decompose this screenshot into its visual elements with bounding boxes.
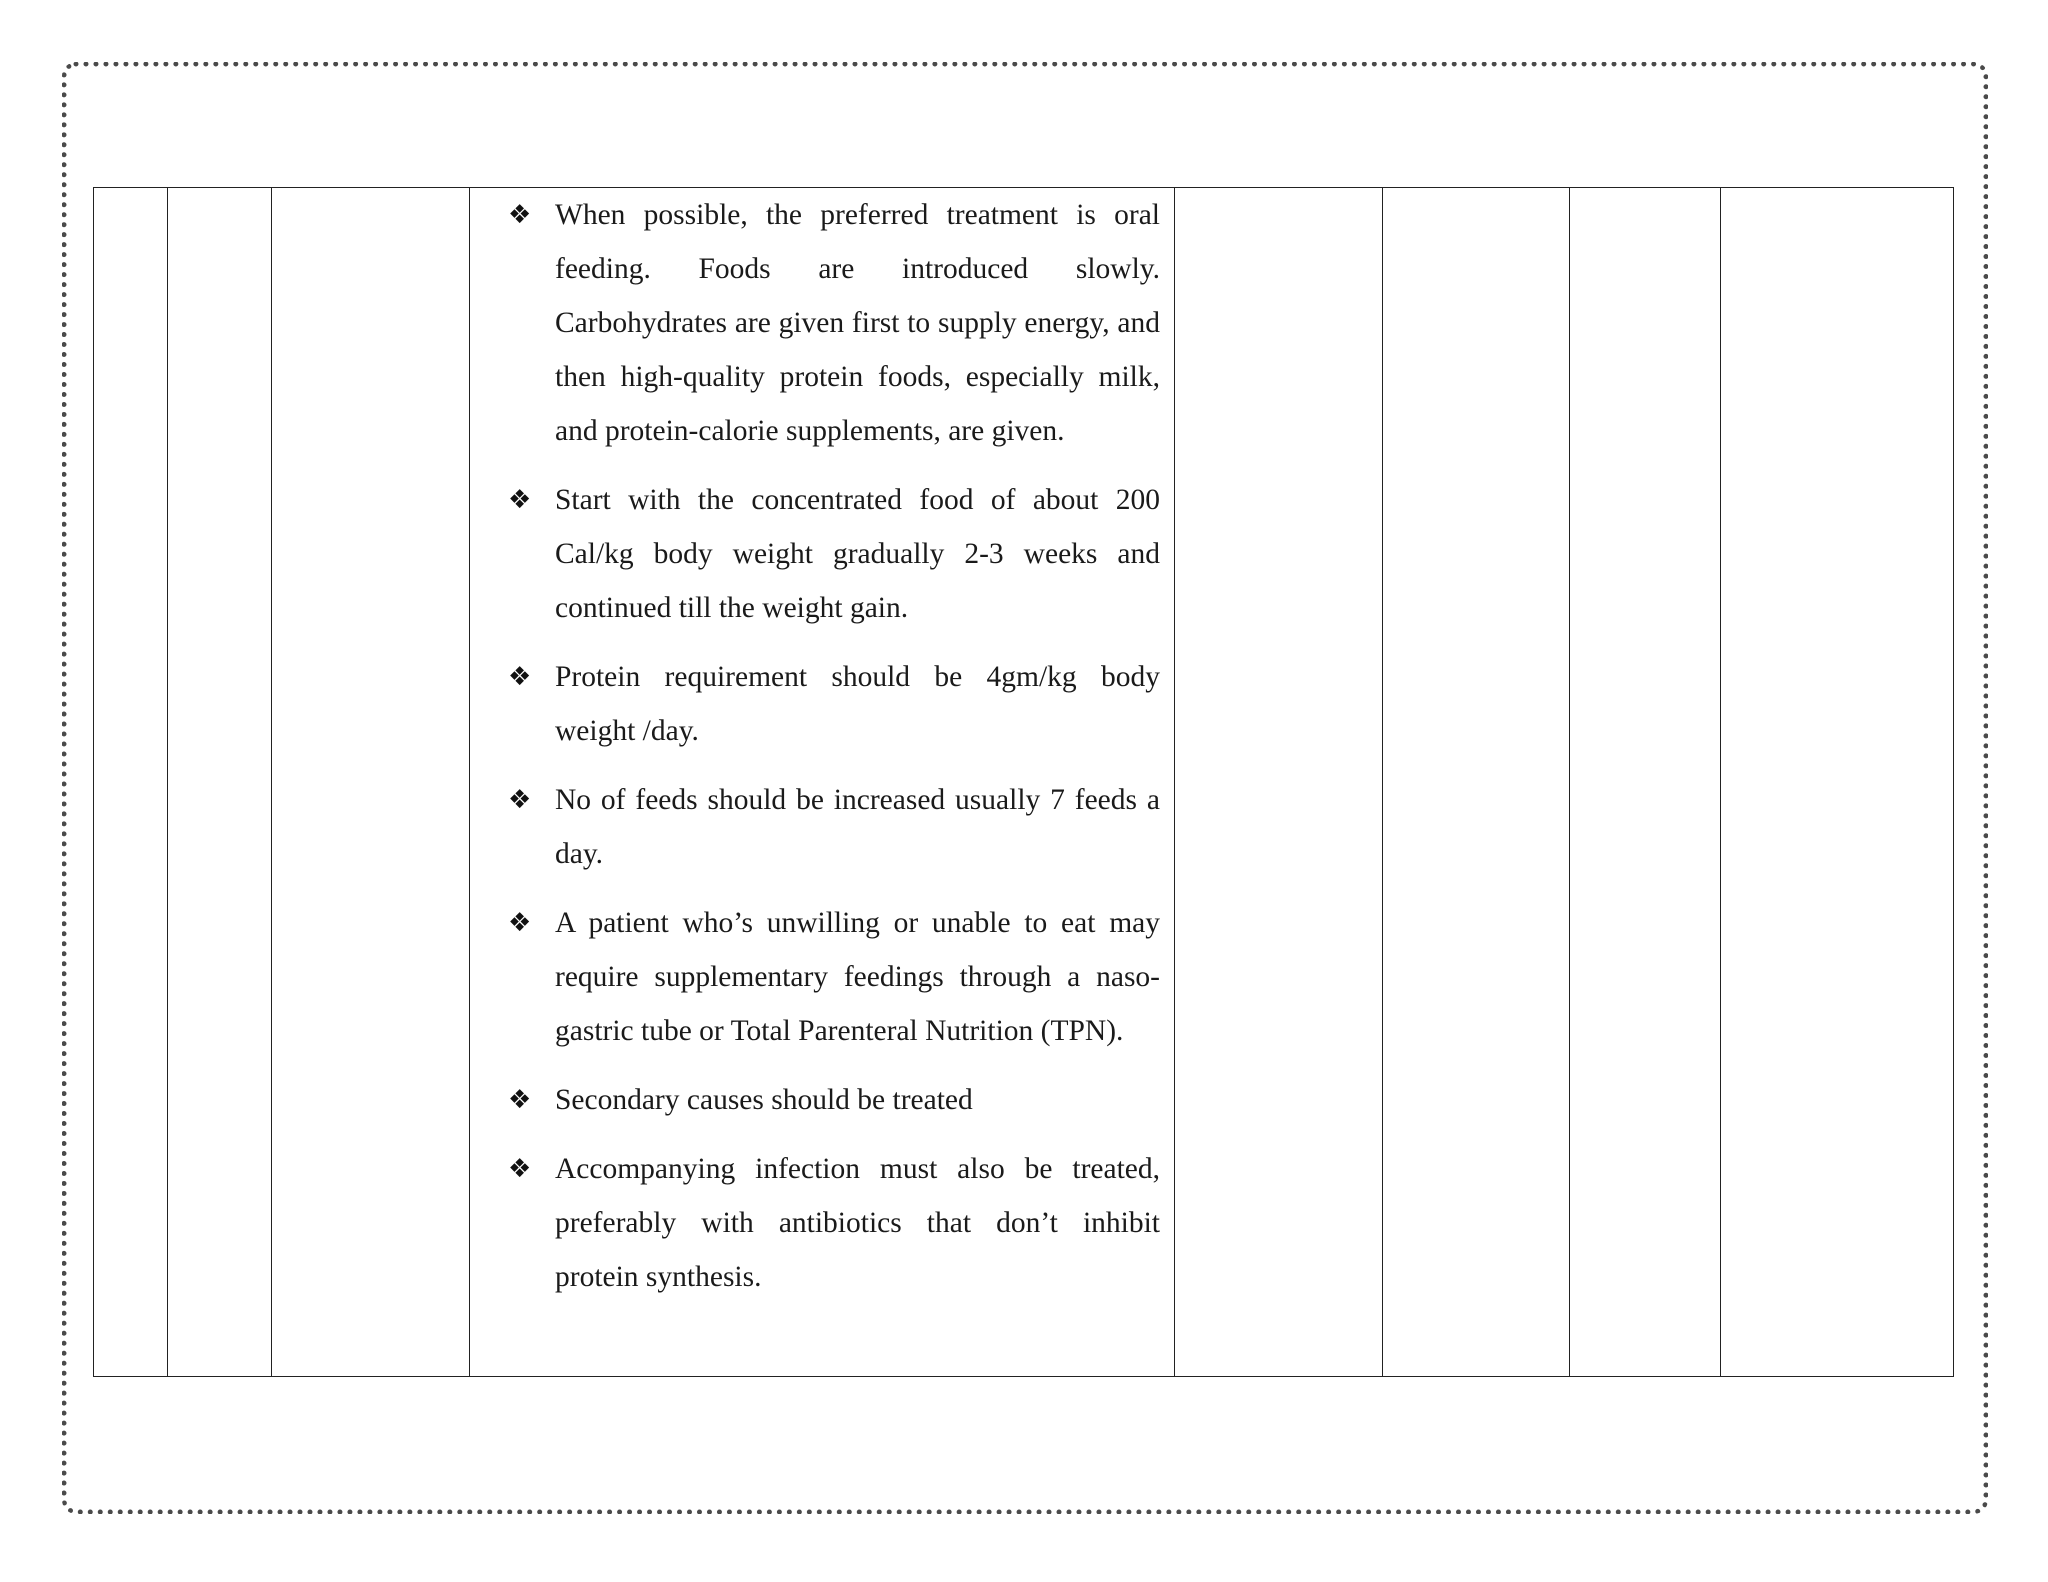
bullet-text: Protein requirement should be 4gm/kg body weight /day. bbox=[555, 661, 1160, 747]
list-item bbox=[470, 650, 1174, 758]
table-row bbox=[94, 188, 1954, 1377]
list-item bbox=[470, 1142, 1174, 1304]
diamond-bullet-icon: ❖ bbox=[508, 662, 532, 692]
table-cell-col-5 bbox=[1175, 188, 1383, 1377]
diamond-bullet-icon: ❖ bbox=[508, 200, 532, 230]
diamond-bullet-icon: ❖ bbox=[508, 785, 532, 815]
table-cell-col-3 bbox=[272, 188, 470, 1377]
list-item bbox=[470, 473, 1174, 635]
bullet-text: Start with the concentrated food of about 200 Cal/kg body weight gradually 2-3 weeks and continued till the weight gain. bbox=[555, 484, 1160, 624]
diamond-bullet-icon: ❖ bbox=[508, 1085, 532, 1115]
diamond-bullet-icon: ❖ bbox=[508, 908, 532, 938]
table-cell-col-2 bbox=[168, 188, 272, 1377]
content-table bbox=[93, 187, 1954, 1377]
table-cell-col-1 bbox=[94, 188, 168, 1377]
diamond-bullet-icon: ❖ bbox=[508, 485, 532, 515]
bullet-text: A patient who’s unwilling or unable to eat may require supplementary feedings through a naso-gastric tube or Total Parenteral Nutrition (TPN). bbox=[555, 907, 1160, 1047]
bullet-text: Secondary causes should be treated bbox=[555, 1084, 973, 1116]
list-item bbox=[470, 1073, 1174, 1127]
bullet-text: No of feeds should be increased usually 7 feeds a day. bbox=[555, 784, 1160, 870]
list-item bbox=[470, 188, 1174, 458]
treatment-bullet-list bbox=[470, 188, 1174, 1304]
table-cell-treatment bbox=[470, 188, 1175, 1377]
table-cell-col-6 bbox=[1383, 188, 1570, 1377]
table-cell-col-8 bbox=[1721, 188, 1954, 1377]
list-item bbox=[470, 773, 1174, 881]
bullet-text: When possible, the preferred treatment is oral feeding. Foods are introduced slowly. Carbohydrates are given first to supply energy, and then high-quality protein foods, especially milk, and protein-calorie supplements, are given. bbox=[555, 199, 1160, 447]
list-item bbox=[470, 896, 1174, 1058]
bullet-text: Accompanying infection must also be treated, preferably with antibiotics that don’t inhibit protein synthesis. bbox=[555, 1153, 1160, 1293]
table-cell-col-7 bbox=[1570, 188, 1721, 1377]
diamond-bullet-icon: ❖ bbox=[508, 1154, 532, 1184]
